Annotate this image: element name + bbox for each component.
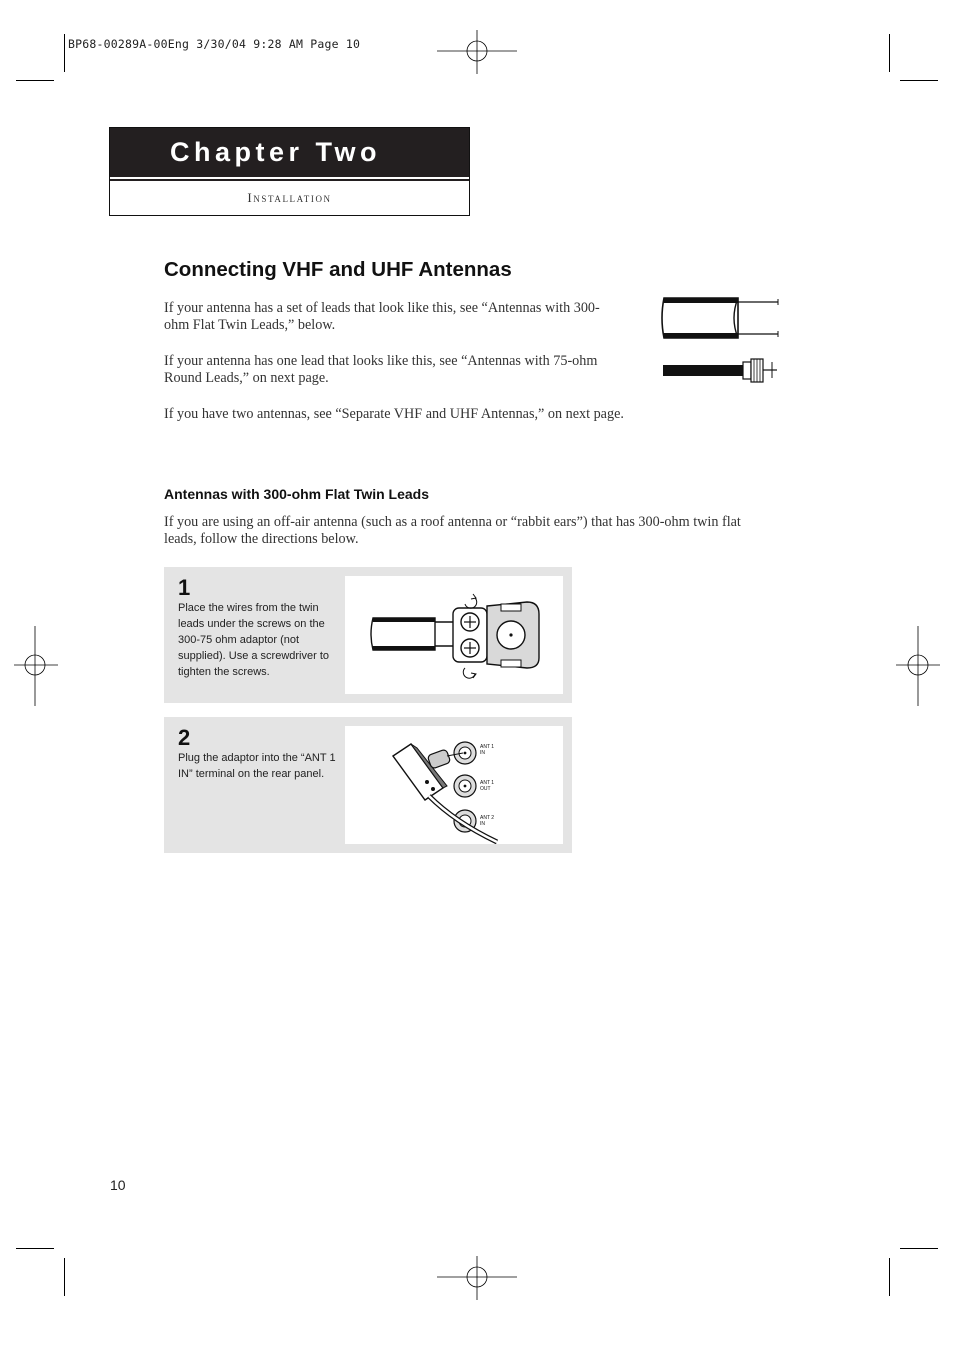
step-1-box [164, 567, 572, 703]
flat-twin-lead-illustration [660, 296, 782, 342]
registration-mark-right [896, 626, 940, 706]
paragraph-round-lead: If your antenna has one lead that looks like this, see “Antennas with 75-ohm Round Leads,” on next page. [164, 353, 598, 386]
ant1-out-terminal [454, 775, 476, 797]
page-number: 10 [110, 1177, 126, 1193]
ant1-out-label-line2: OUT [480, 786, 491, 792]
step-1-text: Place the wires from the twin leads under the screws on the 300-75 ohm adaptor (not supplied). Use a screwdriver to tighten the screws. [178, 602, 330, 678]
step-1-number: 1 [178, 575, 191, 600]
subsection-heading: Antennas with 300-ohm Flat Twin Leads [164, 486, 429, 502]
rear-panel-illustration [345, 726, 563, 844]
step-2-text: Plug the adaptor into the “ANT 1 IN” terminal on the rear panel. [178, 752, 336, 780]
ant1-out-label-line1: ANT 1 [480, 780, 495, 786]
registration-mark-bottom [437, 1256, 517, 1300]
ant2-in-label-line1: ANT 2 [480, 815, 495, 821]
step-2-box [164, 717, 572, 853]
adaptor-screws-illustration [345, 576, 563, 694]
registration-mark-left [14, 626, 58, 706]
section-heading: Connecting VHF and UHF Antennas [164, 258, 512, 281]
registration-mark-top [437, 30, 517, 74]
chapter-subtitle: Installation [247, 190, 332, 205]
ant2-in-label-line2: IN [480, 821, 485, 827]
chapter-divider [110, 179, 469, 181]
round-lead-illustration [660, 356, 782, 386]
paragraph-two-antennas: If you have two antennas, see “Separate VHF and UHF Antennas,” on next page. [164, 406, 624, 422]
chapter-header [109, 127, 470, 216]
chapter-title: Chapter Two [110, 128, 469, 177]
paragraph-flat-leads: If your antenna has a set of leads that look like this, see “Antennas with 300-ohm Flat Twin Leads,” below. [164, 300, 600, 333]
ant1-in-label-line1: ANT 1 [480, 744, 495, 750]
step-2-figure [345, 726, 563, 844]
ant1-in-terminal [454, 742, 476, 764]
print-slug: BP68-00289A-00Eng 3/30/04 9:28 AM Page 10 [68, 37, 361, 51]
ant1-in-label-line2: IN [480, 750, 485, 756]
step-1-figure [345, 576, 563, 694]
adaptor-plug [393, 744, 463, 800]
subsection-intro: If you are using an off-air antenna (such as a roof antenna or “rabbit ears”) that has 300-ohm twin flat leads, follow the directions below. [164, 514, 741, 547]
step-2-number: 2 [178, 725, 191, 750]
